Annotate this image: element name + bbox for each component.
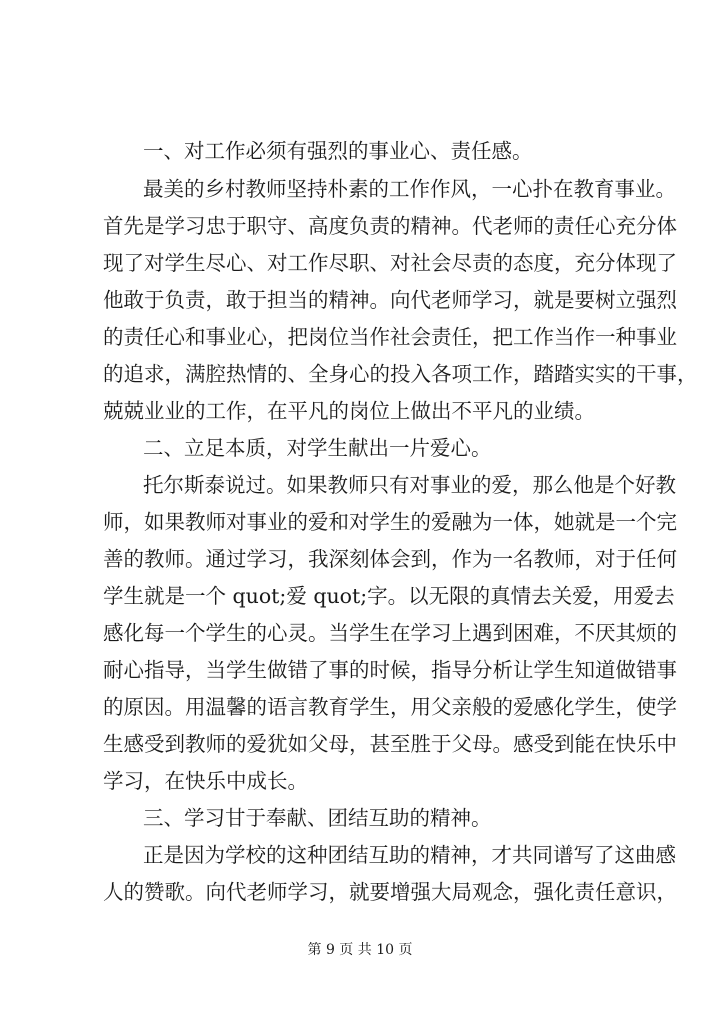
paragraph-line: 的原因。用温馨的语言教育学生，用父亲般的爱感化学生，使学 [103, 695, 677, 719]
section-heading-3: 三、学习甘于奉献、团结互助的精神。 [143, 806, 492, 830]
paragraph-line: 耐心指导，当学生做错了事的时候，指导分析让学生知道做错事 [103, 658, 677, 682]
paragraph-line: 学习，在快乐中成长。 [103, 769, 308, 793]
paragraph-line: 兢兢业业的工作，在平凡的岗位上做出不平凡的业绩。 [103, 399, 595, 423]
paragraph-line: 正是因为学校的这种团结互助的精神，才共同谱写了这曲感 [143, 843, 676, 867]
paragraph-line: 的责任心和事业心，把岗位当作社会责任，把工作当作一种事业 [103, 325, 677, 349]
paragraph-line: 现了对学生尽心、对工作尽职、对社会尽责的态度，充分体现了 [103, 251, 677, 275]
paragraph-line: 生感受到教师的爱犹如父母，甚至胜于父母。感受到能在快乐中 [103, 732, 677, 756]
paragraph-line: 感化每一个学生的心灵。当学生在学习上遇到困难，不厌其烦的 [103, 621, 677, 645]
paragraph-line: 人的赞歌。向代老师学习，就要增强大局观念，强化责任意识， [103, 880, 677, 904]
paragraph-line: 他敢于负责，敢于担当的精神。向代老师学习，就是要树立强烈 [103, 288, 677, 312]
paragraph-line: 师，如果教师对事业的爱和对学生的爱融为一体，她就是一个完 [103, 510, 677, 534]
paragraph-line: 首先是学习忠于职守、高度负责的精神。代老师的责任心充分体 [103, 214, 677, 238]
paragraph-line: 最美的乡村教师坚持朴素的工作作风，一心扑在教育事业。 [143, 177, 676, 201]
paragraph-line: 善的教师。通过学习，我深刻体会到，作为一名教师，对于任何 [103, 547, 677, 571]
section-heading-2: 二、立足本质，对学生献出一片爱心。 [143, 436, 492, 460]
section-heading-1: 一、对工作必须有强烈的事业心、责任感。 [143, 139, 533, 163]
paragraph-line: 托尔斯泰说过。如果教师只有对事业的爱，那么他是个好教 [143, 473, 676, 497]
paragraph-line: 学生就是一个 quot;爱 quot;字。以无限的真情去关爱，用爱去 [103, 584, 675, 608]
paragraph-line: 的追求，满腔热情的、全身心的投入各项工作，踏踏实实的干事， [103, 362, 698, 386]
page-number-footer: 第 9 页 共 10 页 [307, 942, 413, 958]
